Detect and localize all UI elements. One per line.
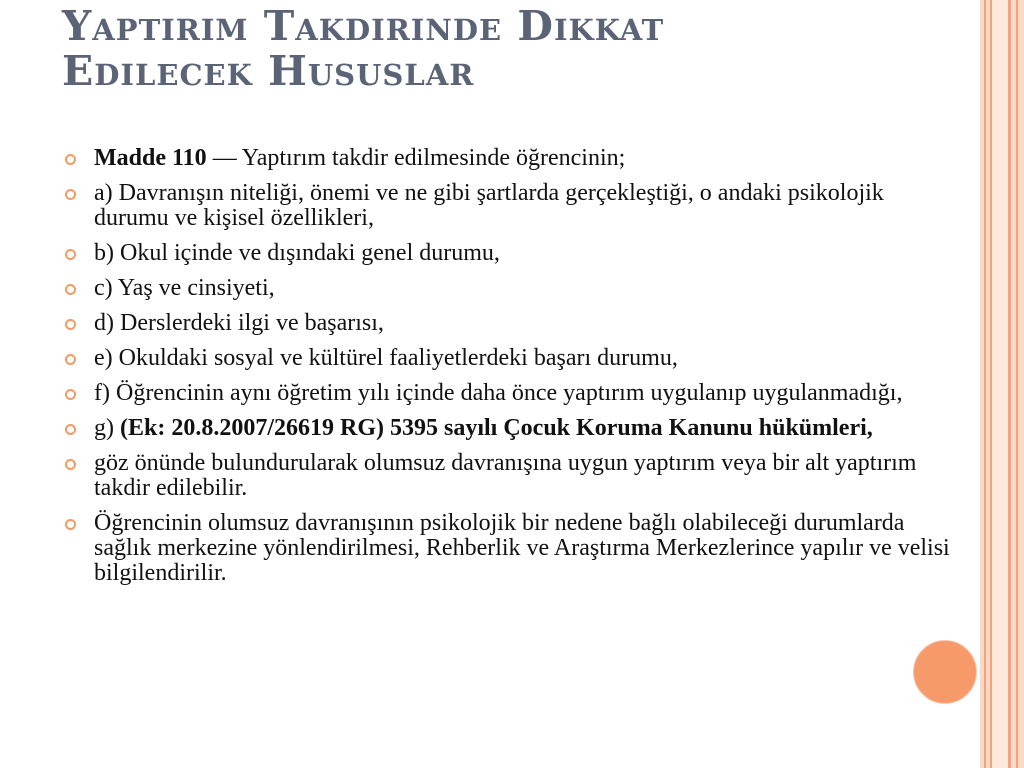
list-item xyxy=(64,346,954,371)
bullet-icon xyxy=(65,284,76,295)
list-item xyxy=(64,311,954,336)
item-prefix: g) xyxy=(94,415,120,441)
decorative-stripe xyxy=(1008,0,1011,768)
bullet-icon xyxy=(65,389,76,400)
list-item xyxy=(64,241,954,266)
item-text: d) Derslerdeki ilgi ve başarısı, xyxy=(94,310,384,336)
bullet-icon xyxy=(65,519,76,530)
slide-title xyxy=(62,4,962,94)
bullet-icon xyxy=(65,459,76,470)
item-text: Öğrencinin olumsuz davranışının psikolojik bir nedene bağlı olabileceği durumlarda sağlık merkezine yönlendirilmesi, Rehberlik ve Araştırma Merkezlerince yapılır ve velisi bilgilendirilir. xyxy=(94,510,950,586)
decorative-stripe xyxy=(1016,0,1018,768)
item-bold-text: Madde 110 xyxy=(94,145,207,171)
item-text: — Yaptırım takdir edilmesinde öğrencinin; xyxy=(206,145,626,171)
item-text: c) Yaş ve cinsiyeti, xyxy=(94,275,275,301)
list-item xyxy=(64,276,954,301)
decorative-stripe xyxy=(990,0,992,768)
decorative-stripe xyxy=(984,0,986,768)
item-text: f) Öğrencinin aynı öğretim yılı içinde daha önce yaptırım uygulanıp uygulanmadığı, xyxy=(94,380,903,406)
list-item xyxy=(64,381,954,406)
list-item xyxy=(64,451,954,501)
item-text: e) Okuldaki sosyal ve kültürel faaliyetlerdeki başarı durumu, xyxy=(94,345,678,371)
item-text: göz önünde bulundurularak olumsuz davranışına uygun yaptırım veya bir alt yaptırım takdir edilebilir. xyxy=(94,450,917,501)
item-text: a) Davranışın niteliği, önemi ve ne gibi şartlarda gerçekleştiği, o andaki psikolojik durumu ve kişisel özellikleri, xyxy=(94,180,884,231)
item-text: b) Okul içinde ve dışındaki genel durumu, xyxy=(94,240,500,266)
bullet-list xyxy=(64,146,954,596)
slide-title-line-2: Edilecek Hususlar xyxy=(62,47,475,95)
decorative-stripe-fill xyxy=(992,0,1008,768)
slide-title-line-1: Yaptırım Takdirinde Dikkat xyxy=(62,2,665,50)
bullet-icon xyxy=(65,424,76,435)
bullet-icon xyxy=(65,154,76,165)
bullet-icon xyxy=(65,354,76,365)
decorative-circle xyxy=(913,640,977,704)
bullet-icon xyxy=(65,319,76,330)
list-item xyxy=(64,511,954,586)
bullet-icon xyxy=(65,189,76,200)
list-item xyxy=(64,181,954,231)
list-item xyxy=(64,146,954,171)
item-bold-text: (Ek: 20.8.2007/26619 RG) 5395 sayılı Çocuk Koruma Kanunu hükümleri, xyxy=(120,415,873,441)
bullet-icon xyxy=(65,249,76,260)
list-item xyxy=(64,416,954,441)
